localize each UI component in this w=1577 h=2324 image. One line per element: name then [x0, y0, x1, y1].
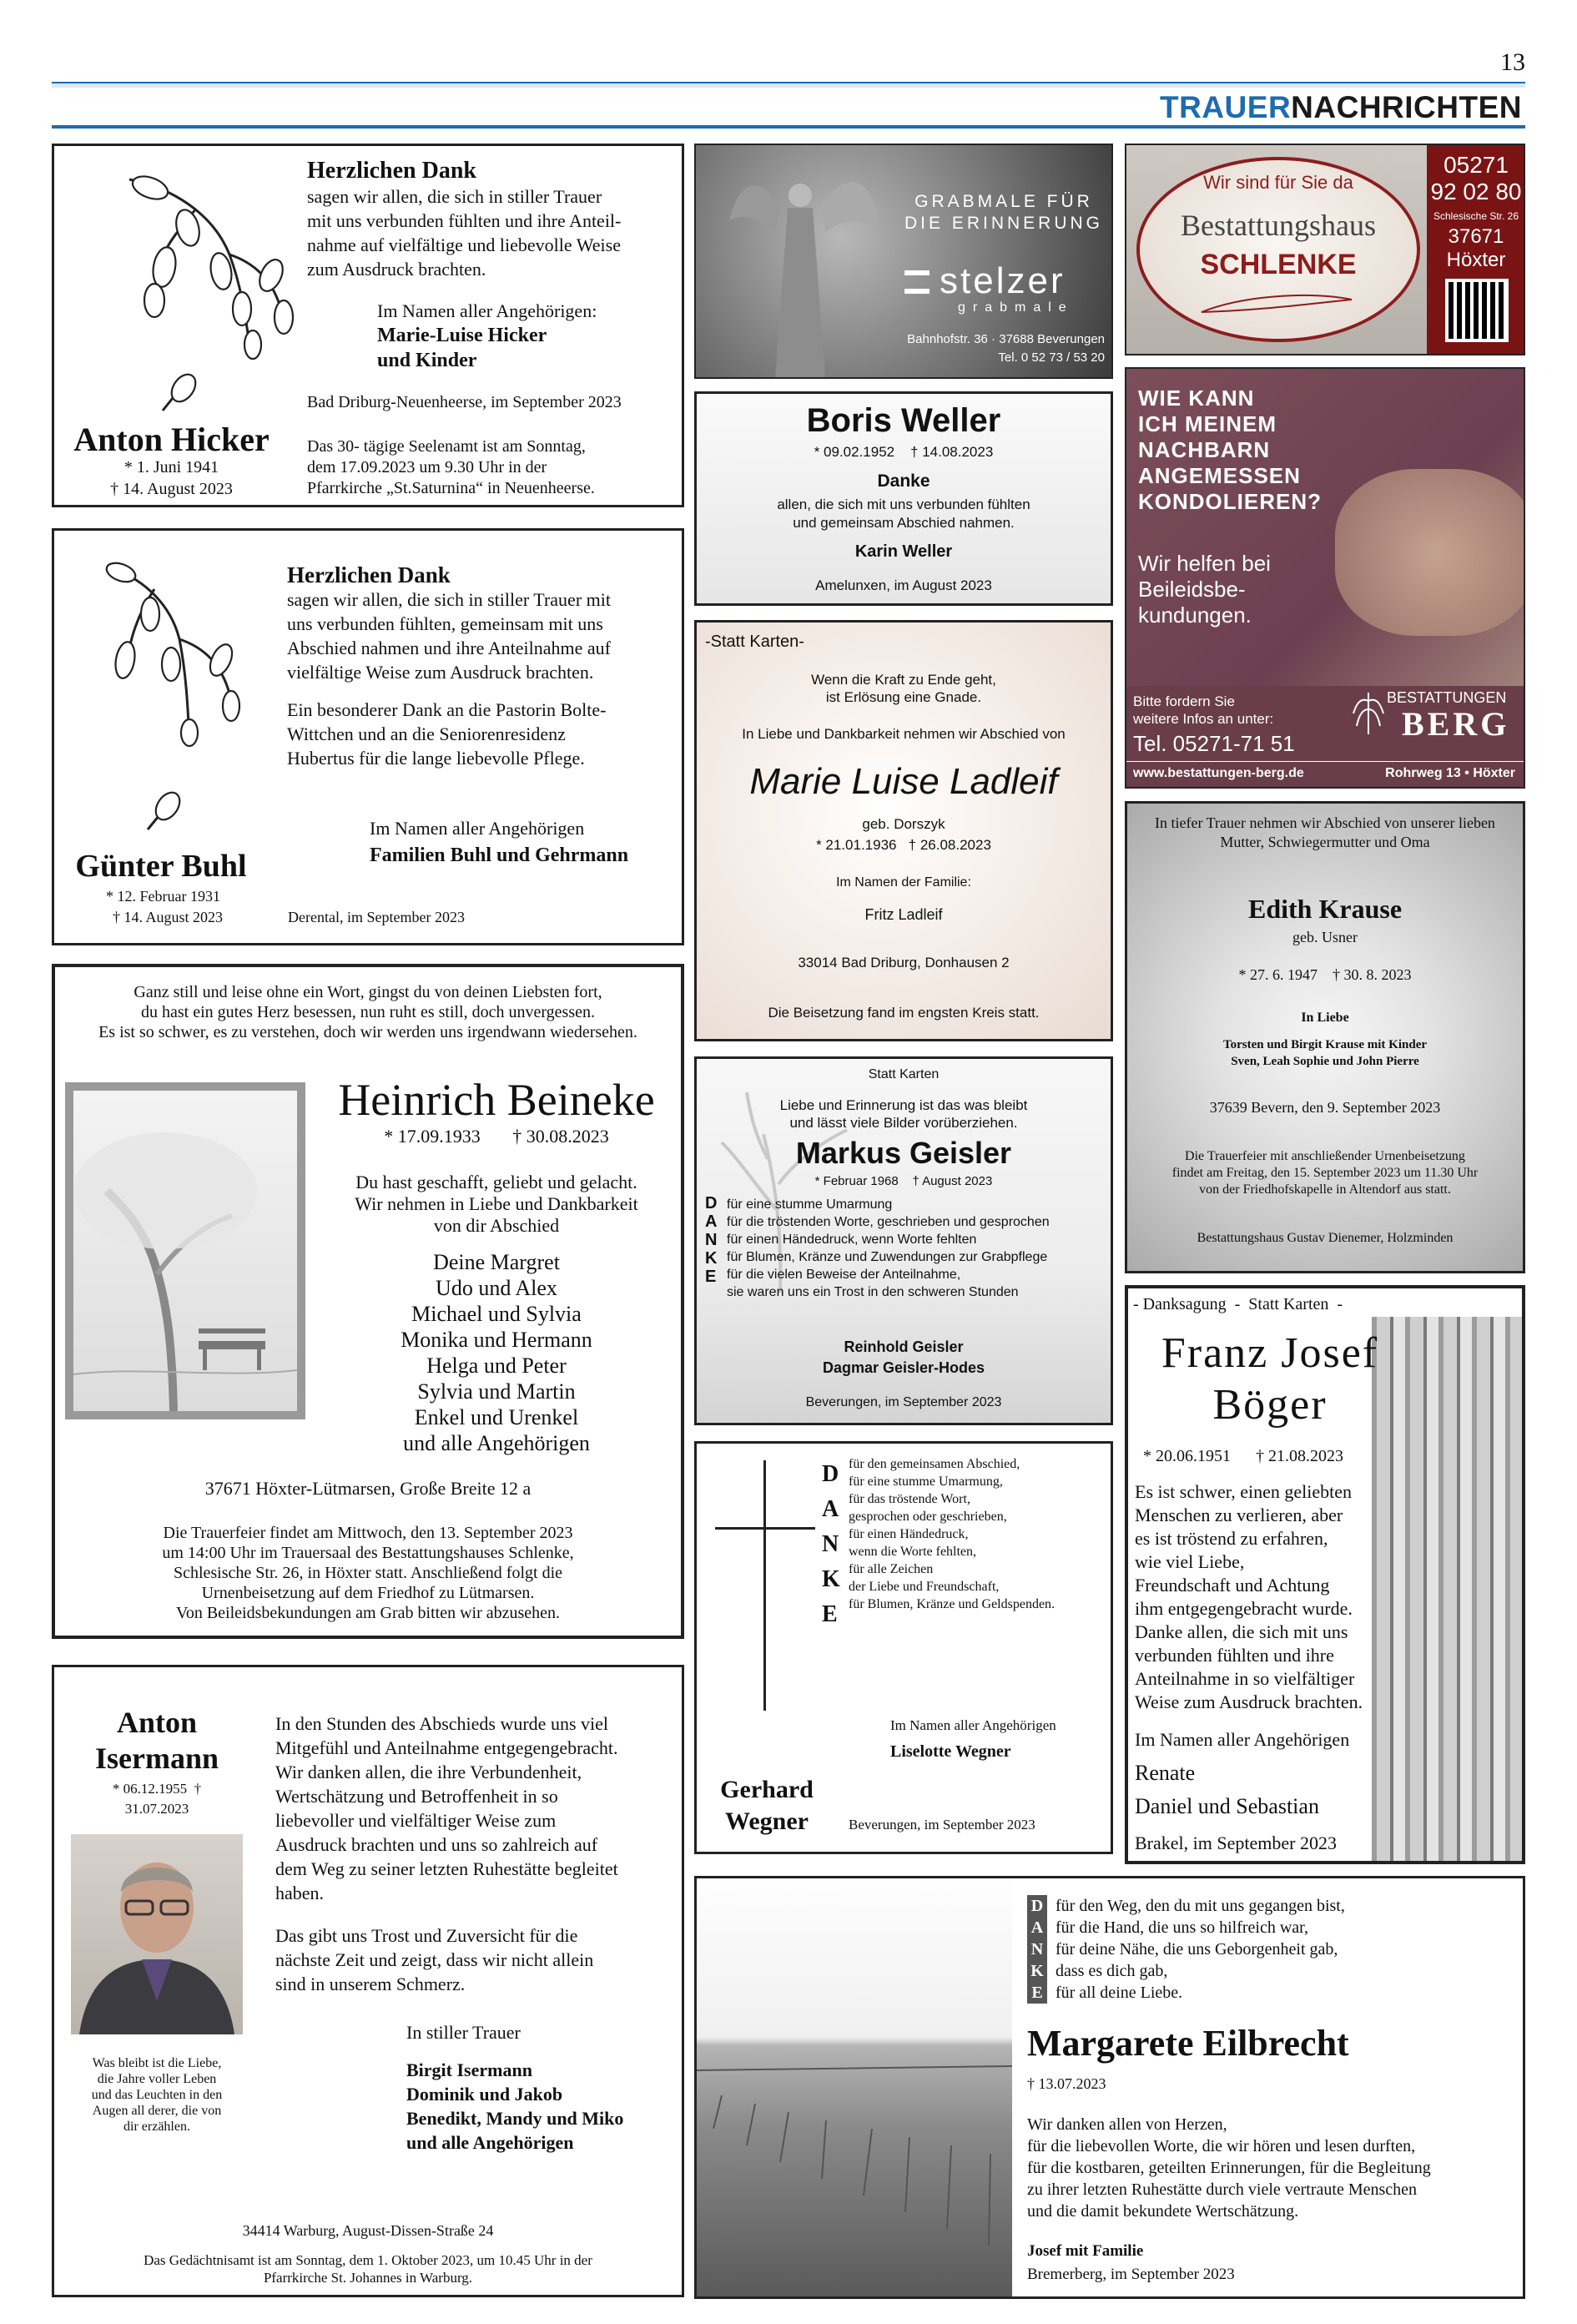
eilbrecht-text-line: für die liebevollen Worte, die wir hören und lesen durften,: [1027, 2137, 1416, 2155]
krause-undertaker: Bestattungshaus Gustav Dienemer, Holzminden: [1197, 1231, 1454, 1245]
boeger-text-line: es ist tröstend zu erfahren,: [1135, 1528, 1328, 1549]
branch-illustration: [104, 163, 305, 363]
hicker-name: Anton Hicker: [73, 421, 270, 458]
stelzer-slogan1: GRABMALE FÜR: [914, 192, 1093, 211]
berg-headline-line: ICH MEINEM: [1138, 411, 1277, 436]
isermann-address: 34414 Warburg, August-Dissen-Straße 24: [242, 2222, 494, 2239]
ladleif-geb: geb. Dorszyk: [862, 816, 945, 832]
eilbrecht-lines: [1056, 1895, 1345, 2004]
buhl-died: † 14. August 2023: [113, 909, 224, 925]
isermann-died: 31.07.2023: [124, 1801, 189, 1817]
boeger-text-line: wie viel Liebe,: [1135, 1551, 1245, 1572]
ladleif-dates: * 21.01.1936 † 26.08.2023: [816, 837, 991, 853]
eilbrecht-letter: K: [1030, 1962, 1044, 1980]
buhl-title: Herzlichen Dank: [287, 562, 451, 587]
wegner-sign: Liselotte Wegner: [890, 1742, 1011, 1761]
eilbrecht-text: [1027, 2114, 1431, 2222]
krause-family-line: Torsten und Birgit Krause mit Kinder: [1222, 1038, 1428, 1051]
buhl-sign-intro: Im Namen aller Angehörigen: [370, 818, 585, 839]
page-number: 13: [1500, 48, 1525, 76]
wegner-letter: E: [822, 1601, 838, 1627]
schlenke-name2: SCHLENKE: [1200, 249, 1357, 280]
eilbrecht-text-line: zu ihrer letzten Ruhestätte durch viele vertraute Menschen: [1027, 2180, 1418, 2199]
notice-margarete-eilbrecht: [694, 1876, 1525, 2299]
notice-anton-hicker: [52, 144, 684, 507]
weller-sign: Karin Weller: [854, 542, 953, 561]
eilbrecht-text-line: Wir danken allen von Herzen,: [1027, 2115, 1227, 2134]
qr-code-icon[interactable]: [1445, 279, 1509, 342]
hicker-text-line: zum Ausdruck brachten.: [307, 259, 486, 280]
wegner-name1: Gerhard: [720, 1776, 814, 1803]
boeger-text-line: Weise zum Ausdruck brachten.: [1135, 1691, 1363, 1712]
berg-headline-line: WIE KANN: [1138, 386, 1255, 411]
geisler-line: für einen Händedruck, wenn Worte fehlten: [727, 1233, 977, 1247]
geisler-line: für eine stumme Umarmung: [727, 1197, 893, 1212]
buhl-text-line: Hubertus für die lange liebevolle Pflege.: [287, 748, 585, 769]
geisler-lines: [727, 1196, 1050, 1301]
berg-tel: Tel. 05271-71 51: [1133, 731, 1295, 756]
berg-info-line: weitere Infos an unter:: [1133, 711, 1274, 727]
boeger-dates: * 20.06.1951 † 21.08.2023: [1143, 1447, 1343, 1465]
hicker-place: Bad Driburg-Neuenheerse, im September 2023: [307, 393, 622, 411]
eilbrecht-line: für deine Nähe, die uns Geborgenheit gab,: [1056, 1940, 1338, 1959]
buhl-text-line: Wittchen und an die Seniorenresidenz: [287, 723, 566, 744]
buhl-text2: [287, 698, 606, 770]
isermann-text-line: Mitgefühl und Anteilnahme entgegengebracht.: [275, 1737, 618, 1758]
wegner-danke-letters: [822, 1457, 840, 1632]
hicker-sign2: und Kinder: [377, 350, 477, 371]
portrait-silhouette: [71, 1834, 243, 2034]
geisler-quote: [697, 1096, 1111, 1132]
boeger-tag: - Danksagung - Statt Karten -: [1133, 1295, 1343, 1313]
ladleif-tag: -Statt Karten-: [705, 633, 804, 651]
wegner-letter: N: [822, 1531, 839, 1557]
hicker-text-line: nahme auf vielfältige und liebevolle Weise: [307, 234, 621, 255]
beineke-family-line: Sylvia und Martin: [417, 1379, 576, 1404]
beineke-dates: * 17.09.1933 † 30.08.2023: [384, 1126, 609, 1147]
beineke-text: [305, 1172, 684, 1237]
geisler-dates: * Februar 1968 † August 2023: [814, 1174, 993, 1188]
boeger-text: [1135, 1480, 1385, 1714]
schlenke-city: Höxter: [1446, 249, 1506, 271]
krause-love: In Liebe: [1301, 1011, 1349, 1025]
boeger-text-line: Danke allen, die sich mit uns: [1135, 1621, 1348, 1642]
schlenke-tagline: Wir sind für Sie da: [1203, 172, 1353, 193]
wheat-field-texture: [697, 1878, 1012, 2296]
ladleif-name: Marie Luise Ladleif: [749, 761, 1058, 802]
beineke-funeral-line: um 14:00 Uhr im Trauersaal des Bestattungshauses Schlenke,: [162, 1544, 574, 1562]
krause-name: Edith Krause: [1247, 894, 1403, 924]
hicker-mass-line: dem 17.09.2023 um 9.30 Uhr in der: [307, 458, 547, 476]
geisler-line: für die vielen Beweise der Anteilnahme,: [727, 1268, 961, 1282]
berg-info-line: Bitte fordern Sie: [1133, 693, 1235, 709]
ladleif-quote-line: ist Erlösung eine Gnade.: [825, 689, 982, 705]
isermann-text-line: liebevoller und vielfältiger Weise zum: [275, 1810, 557, 1831]
notice-heinrich-beineke: [52, 964, 684, 1639]
isermann-sign-line: Dominik und Jakob: [406, 2084, 563, 2105]
hicker-sign-intro: Im Namen aller Angehörigen:: [377, 300, 597, 321]
boeger-sign1: Renate: [1135, 1761, 1196, 1785]
geisler-letter: D: [705, 1194, 718, 1212]
cross-vertical: [763, 1460, 766, 1711]
geisler-place: Beverungen, im September 2023: [805, 1395, 1002, 1409]
geisler-sign1: Reinhold Geisler: [844, 1338, 964, 1355]
schlenke-phone2: 92 02 80: [1430, 179, 1522, 204]
boeger-text-line: Freundschaft und Achtung: [1135, 1575, 1330, 1596]
buhl-name: Günter Buhl: [75, 849, 247, 884]
krause-funeral: [1127, 1148, 1523, 1198]
hicker-mass: [307, 436, 595, 499]
wegner-line: für Blumen, Kränze und Geldspenden.: [849, 1597, 1056, 1611]
hicker-text: [307, 184, 621, 281]
eilbrecht-text-line: und die damit bekundete Wertschätzung.: [1027, 2202, 1299, 2221]
eilbrecht-place: Bremerberg, im September 2023: [1027, 2266, 1235, 2283]
isermann-text-line: Ausdruck brachten und uns so zahlreich auf: [275, 1834, 598, 1855]
buhl-text-line: vielfältige Weise zum Ausdruck brachten.: [287, 662, 594, 683]
eilbrecht-text-line: für die kostbaren, geteilten Erinnerungen, für die Begleitung: [1027, 2159, 1431, 2177]
beineke-family-line: Helga und Peter: [426, 1354, 567, 1378]
isermann-text-line: sind in unserem Schmerz.: [275, 1974, 466, 1994]
stelzer-tel: Tel. 0 52 73 / 53 20: [998, 350, 1105, 365]
krause-intro-line: In tiefer Trauer nehmen wir Abschied von unserer lieben: [1155, 814, 1495, 831]
buhl-text-line: Abschied nahmen und ihre Anteilnahme auf: [287, 638, 611, 658]
berg-web[interactable]: www.bestattungen-berg.de: [1133, 766, 1304, 780]
isermann-sign: [406, 2058, 623, 2155]
beineke-family-line: Michael und Sylvia: [411, 1302, 582, 1326]
berg-help-line: Beileidsbe-: [1138, 577, 1246, 602]
weller-name: Boris Weller: [806, 402, 1001, 439]
boeger-text-line: Anteilnahme in so vielfältiger: [1135, 1668, 1355, 1689]
geisler-danke-letters: [705, 1194, 717, 1286]
stelzer-logo-icon: [904, 270, 930, 294]
wegner-line: wenn die Worte fehlten,: [849, 1545, 977, 1559]
beineke-family-line: Deine Margret: [433, 1250, 560, 1274]
hand-writing-image: [1335, 469, 1525, 636]
berg-divider: [1126, 761, 1524, 762]
hicker-died: † 14. August 2023: [110, 480, 233, 498]
krause-family-line: Sven, Leah Sophie und John Pierre: [1231, 1055, 1419, 1068]
hicker-title: Herzlichen Dank: [307, 158, 476, 184]
wegner-letter: K: [822, 1566, 840, 1592]
krause-funeral-line: von der Friedhofskapelle in Altendorf aus statt.: [1199, 1182, 1451, 1197]
schlenke-street: Schlesische Str. 26: [1433, 210, 1519, 222]
isermann-text-line: Wir danken allen, die ihre Verbundenheit,: [275, 1762, 582, 1782]
ladleif-note: Die Beisetzung fand im engsten Kreis statt.: [768, 1005, 1040, 1021]
boeger-sign2: Daniel und Sebastian: [1135, 1794, 1319, 1818]
beineke-text-line: Du hast geschafft, geliebt und gelacht.: [355, 1172, 637, 1192]
isermann-caption-line: die Jahre voller Leben: [97, 2072, 217, 2086]
stelzer-brand: stelzer: [940, 260, 1066, 301]
eilbrecht-line: für den Weg, den du mit uns gegangen bist,: [1056, 1897, 1345, 1915]
stelzer-slogan2: DIE ERINNERUNG: [904, 214, 1104, 233]
eilbrecht-died: † 13.07.2023: [1027, 2075, 1106, 2092]
geisler-name: Markus Geisler: [795, 1136, 1012, 1170]
sketch-frame-image: [65, 1082, 305, 1419]
boeger-sign-intro: Im Namen aller Angehörigen: [1135, 1729, 1350, 1750]
geisler-line: sie waren uns ein Trost in den schweren Stunden: [727, 1285, 1019, 1299]
beineke-name: Heinrich Beineke: [338, 1075, 655, 1125]
krause-intro: [1127, 814, 1523, 852]
isermann-text-line: dem Weg zu seiner letzten Ruhestätte begleitet: [275, 1858, 618, 1879]
wegner-place: Beverungen, im September 2023: [849, 1817, 1035, 1832]
notice-edith-krause: [1125, 801, 1525, 1273]
isermann-text-line: Wertschätzung und Betroffenheit in so: [275, 1786, 558, 1807]
notice-anton-isermann: [52, 1665, 684, 2297]
weller-text-line: allen, die sich mit uns verbunden fühlten: [777, 497, 1030, 512]
weller-text: [697, 496, 1111, 532]
eilbrecht-line: für all deine Liebe.: [1056, 1984, 1183, 2002]
eilbrecht-letter: E: [1031, 1984, 1043, 2002]
leaf-icon: [154, 373, 204, 415]
ladleif-family: Fritz Ladleif: [864, 906, 943, 923]
berg-info: [1133, 693, 1273, 728]
isermann-text-line: Das gibt uns Trost und Zuversicht für die: [275, 1925, 578, 1946]
ladleif-quote: [697, 671, 1111, 706]
notice-boris-weller: [694, 391, 1113, 606]
wegner-line: für das tröstende Wort,: [849, 1492, 970, 1506]
beineke-poem-line: Ganz still und leise ohne ein Wort, gingst du von deinen Liebsten fort,: [134, 983, 602, 1001]
hicker-born: * 1. Juni 1941: [123, 458, 219, 476]
wegner-lines: [849, 1455, 1055, 1613]
cross-horizontal: [715, 1527, 815, 1530]
ad-schlenke: [1125, 144, 1525, 355]
isermann-sign-line: Birgit Isermann: [406, 2059, 532, 2080]
eilbrecht-line: dass es dich gab,: [1056, 1962, 1168, 1980]
eilbrecht-letter: A: [1030, 1918, 1044, 1937]
ladleif-intro: In Liebe und Dankbarkeit nehmen wir Abschied von: [742, 726, 1066, 742]
isermann-text-line: nächste Zeit und zeigt, dass wir nicht allein: [275, 1949, 594, 1970]
eilbrecht-name: Margarete Eilbrecht: [1027, 2023, 1349, 2064]
isermann-caption-line: und das Leuchten in den: [91, 2088, 223, 2102]
geisler-line: für Blumen, Kränze und Zuwendungen zur Grabpflege: [727, 1250, 1048, 1264]
boeger-text-line: verbunden fühlten und ihre: [1135, 1645, 1334, 1666]
weller-dates: * 09.02.1952 † 14.08.2023: [814, 444, 994, 460]
isermann-sign-line: Benedikt, Mandy und Miko: [406, 2108, 624, 2129]
ad-stelzer: [694, 144, 1113, 379]
beineke-text-line: von dir Abschied: [433, 1215, 560, 1236]
tree-bench-sketch: [73, 1091, 297, 1411]
isermann-mass-line: Das Gedächtnisamt ist am Sonntag, dem 1. Oktober 2023, um 10.45 Uhr in der: [144, 2252, 592, 2268]
isermann-text-line: haben.: [275, 1883, 325, 1903]
feather-logo-icon: [1193, 287, 1360, 320]
stelzer-addr: Bahnhofstr. 36 · 37688 Beverungen: [907, 332, 1105, 346]
berg-headline-line: NACHBARN: [1138, 437, 1271, 462]
boeger-place: Brakel, im September 2023: [1135, 1832, 1337, 1853]
wegner-letter: D: [822, 1461, 839, 1487]
leaf-icon: [139, 788, 189, 838]
geisler-line: für die tröstenden Worte, geschrieben und gesprochen: [727, 1215, 1050, 1229]
buhl-text: [287, 587, 611, 684]
beineke-funeral-line: Schlesische Str. 26, in Höxter statt. Anschließend folgt die: [173, 1564, 563, 1582]
buhl-text-line: Ein besonderer Dank an die Pastorin Bolte-: [287, 699, 607, 720]
header-part-a: TRAUER: [1160, 90, 1292, 124]
isermann-text: [275, 1711, 618, 1905]
beineke-funeral: [55, 1523, 681, 1623]
ad-bestattungen-berg: [1125, 367, 1525, 789]
buhl-born: * 12. Februar 1931: [106, 888, 220, 905]
isermann-sign-line: und alle Angehörigen: [406, 2132, 574, 2153]
section-header: [1160, 90, 1522, 125]
isermann-mass: [54, 2251, 682, 2286]
krause-place: 37639 Bevern, den 9. September 2023: [1209, 1099, 1441, 1116]
wegner-line: für eine stumme Umarmung,: [849, 1475, 1003, 1489]
beineke-funeral-line: Die Trauerfeier findet am Mittwoch, den 13. September 2023: [163, 1524, 573, 1542]
field-landscape-image: [697, 1878, 1012, 2296]
schlenke-phone1: 05271: [1443, 152, 1509, 178]
eilbrecht-letter: N: [1030, 1940, 1044, 1959]
header-rule-bottom: [52, 125, 1525, 129]
schlenke-name1: Bestattungshaus: [1181, 209, 1376, 242]
isermann-caption: [61, 2055, 253, 2135]
hicker-mass-line: Das 30- tägige Seelenamt ist am Sonntag,: [307, 437, 586, 456]
hicker-sign1: Marie-Luise Hicker: [377, 325, 547, 346]
notice-markus-geisler: [694, 1056, 1113, 1425]
boeger-text-line: Menschen zu verlieren, aber: [1135, 1505, 1343, 1525]
berg-help-line: Wir helfen bei: [1138, 551, 1271, 576]
tree-logo-icon: [1352, 684, 1385, 734]
weller-place: Amelunxen, im August 2023: [815, 577, 992, 593]
beineke-funeral-line: Urnenbeisetzung auf dem Friedhof zu Lütmarsen.: [201, 1584, 535, 1602]
wegner-name2: Wegner: [725, 1807, 809, 1835]
isermann-text-line: In den Stunden des Abschieds wurde uns viel: [275, 1713, 608, 1734]
isermann-dates: * 06.12.1955 †: [112, 1781, 202, 1797]
wegner-letter: A: [822, 1496, 839, 1522]
geisler-letter: E: [705, 1268, 717, 1286]
isermann-name1: Anton: [116, 1706, 198, 1739]
beineke-text-line: Wir nehmen in Liebe und Dankbarkeit: [355, 1193, 638, 1214]
angel-statue-image: [729, 154, 879, 379]
boeger-name2: Böger: [1212, 1381, 1328, 1429]
schlenke-zip: 37671: [1448, 225, 1504, 248]
beineke-family-line: Monika und Hermann: [401, 1328, 592, 1352]
geisler-quote-line: und lässt viele Bilder vorüberziehen.: [789, 1115, 1018, 1131]
krause-intro-line: Mutter, Schwiegermutter und Oma: [1220, 834, 1430, 850]
hicker-mass-line: Pfarrkirche „St.Saturnina“ in Neuenheerse.: [307, 479, 595, 497]
eilbrecht-sign: Josef mit Familie: [1027, 2242, 1144, 2260]
beineke-poem-line: du hast ein gutes Herz besessen, nun ruht es still, doch unvergessen.: [141, 1003, 595, 1021]
header-part-b: NACHRICHTEN: [1291, 90, 1522, 124]
boeger-text-line: ihm entgegengebracht wurde.: [1135, 1598, 1353, 1619]
buhl-text-line: uns verbunden fühlten, gemeinsam mit uns: [287, 613, 603, 634]
header-rule: [52, 82, 1525, 88]
isermann-mass-line: Pfarrkirche St. Johannes in Warburg.: [263, 2270, 473, 2286]
notice-guenter-buhl: [52, 528, 684, 945]
beineke-family-line: und alle Angehörigen: [403, 1431, 590, 1455]
notice-gerhard-wegner: [694, 1441, 1113, 1854]
isermann-sign-intro: In stiller Trauer: [406, 2022, 521, 2043]
berg-headline-line: KONDOLIEREN?: [1138, 489, 1322, 514]
geisler-letter: K: [705, 1249, 718, 1268]
boeger-text-line: Es ist schwer, einen geliebten: [1135, 1481, 1352, 1502]
krause-family: [1127, 1036, 1523, 1070]
portrait-photo: [71, 1834, 243, 2034]
wegner-line: für einen Händedruck,: [849, 1527, 969, 1541]
wegner-line: der Liebe und Freundschaft,: [849, 1580, 1000, 1594]
boeger-name1: Franz Josef: [1161, 1329, 1379, 1377]
buhl-text-line: sagen wir allen, die sich in stiller Trauer mit: [287, 589, 611, 610]
notice-franz-josef-boeger: [1125, 1285, 1525, 1864]
buhl-place: Derental, im September 2023: [288, 909, 465, 925]
geisler-sign2: Dagmar Geisler-Hodes: [822, 1359, 985, 1376]
eilbrecht-danke-letters: [1027, 1895, 1047, 2004]
berg-brand: BERG: [1402, 705, 1510, 743]
ladleif-quote-line: Wenn die Kraft zu Ende geht,: [811, 672, 996, 688]
isermann-text2: [275, 1923, 593, 1996]
hicker-text-line: mit uns verbunden fühlten und ihre Anteil-: [307, 210, 622, 231]
berg-help: [1138, 551, 1271, 628]
wegner-line: gesprochen oder geschrieben,: [849, 1510, 1007, 1524]
buhl-sign: Familien Buhl und Gehrmann: [370, 844, 629, 866]
krause-dates: * 27. 6. 1947 † 30. 8. 2023: [1238, 966, 1412, 983]
eilbrecht-letter: D: [1030, 1897, 1044, 1915]
krause-funeral-line: Die Trauerfeier mit anschließender Urnenbeisetzung: [1185, 1149, 1465, 1163]
ladleif-address: 33014 Bad Driburg, Donhausen 2: [798, 955, 1010, 970]
notice-marie-luise-ladleif: [694, 620, 1113, 1041]
beineke-funeral-line: Von Beileidsbekundungen am Grab bitten wir abzusehen.: [175, 1604, 561, 1622]
beineke-poem: [55, 982, 681, 1042]
hicker-text-line: sagen wir allen, die sich in stiller Trauer: [307, 186, 602, 207]
isermann-caption-line: Augen all derer, die von: [92, 2104, 222, 2118]
berg-headline: [1138, 386, 1322, 515]
wegner-line: für den gemeinsamen Abschied,: [849, 1457, 1020, 1471]
isermann-name2: Isermann: [94, 1742, 219, 1775]
stelzer-sub: grabmale: [958, 300, 1074, 315]
isermann-caption-line: dir erzählen.: [123, 2120, 190, 2134]
geisler-letter: A: [705, 1212, 718, 1231]
beineke-address: 37671 Höxter-Lütmarsen, Große Breite 12 a: [204, 1478, 532, 1499]
berg-addr: Rohrweg 13 • Höxter: [1385, 766, 1515, 780]
weller-text-line: und gemeinsam Abschied nahmen.: [793, 515, 1015, 531]
weller-title: Danke: [877, 471, 930, 491]
geisler-letter: N: [705, 1231, 718, 1249]
branch-illustration: [88, 547, 254, 748]
beineke-family-line: Udo und Alex: [436, 1276, 557, 1300]
eilbrecht-line: für die Hand, die uns so hilfreich war,: [1056, 1918, 1308, 1937]
geisler-tag: Statt Karten: [868, 1067, 940, 1081]
beineke-family-line: Enkel und Urenkel: [414, 1405, 579, 1429]
isermann-caption-line: Was bleibt ist die Liebe,: [92, 2056, 222, 2070]
geisler-quote-line: Liebe und Erinnerung ist das was bleibt: [779, 1097, 1028, 1113]
krause-geb: geb. Usner: [1292, 929, 1358, 945]
berg-help-line: kundungen.: [1138, 602, 1252, 628]
beineke-poem-line: Es ist so schwer, es zu verstehen, doch wir werden uns irgendwann wiedersehen.: [98, 1023, 637, 1041]
berg-brand-small: BESTATTUNGEN: [1387, 689, 1507, 706]
berg-headline-line: ANGEMESSEN: [1138, 463, 1301, 488]
ladleif-family-intro: Im Namen der Familie:: [836, 875, 971, 890]
beineke-family: [305, 1249, 684, 1456]
wegner-line: für alle Zeichen: [849, 1562, 934, 1576]
wegner-sign-intro: Im Namen aller Angehörigen: [890, 1717, 1056, 1733]
krause-funeral-line: findet am Freitag, den 15. September 2023 um 11.30 Uhr: [1171, 1166, 1479, 1180]
